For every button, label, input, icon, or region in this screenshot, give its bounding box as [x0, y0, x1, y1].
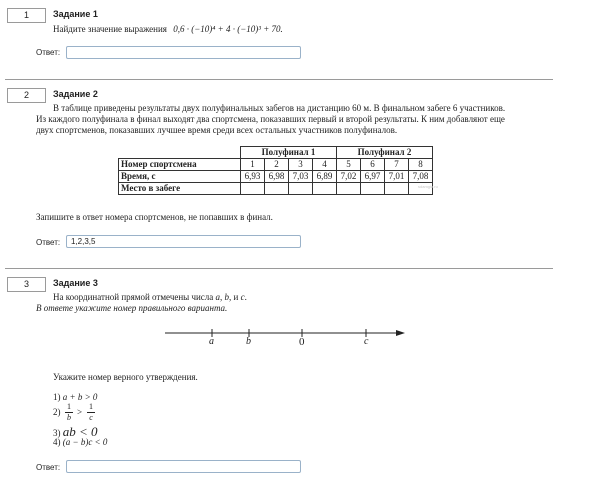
axis-label-c: c	[364, 336, 369, 347]
table-cell: 6,98	[265, 171, 289, 183]
axis-label-zero: 0	[299, 336, 305, 348]
task-3-prompt: Укажите номер верного утверждения.	[53, 372, 198, 382]
table-cell: 1	[241, 159, 265, 171]
table-header-semifinal-1: Полуфинал 1	[241, 147, 337, 159]
axis-label-a: a	[209, 336, 214, 347]
table-cell: 7,01	[385, 171, 409, 183]
table-row-label-numbers: Номер спортсмена	[119, 159, 241, 171]
watermark: sdamgia.ru	[418, 184, 438, 189]
fraction-1-numerator: 1	[67, 402, 71, 411]
task-number-2: 2	[7, 88, 46, 103]
number-line	[160, 322, 410, 352]
fraction-1-denominator: b	[67, 413, 71, 422]
table-cell: 6	[361, 159, 385, 171]
task-number-1: 1	[7, 8, 46, 23]
fraction-2-denominator: c	[89, 413, 93, 422]
task-3-text-suffix: .	[244, 292, 247, 302]
task-3-text-var-c: c	[240, 292, 245, 302]
table-cell-empty	[361, 183, 385, 195]
fraction-1-over-b	[65, 402, 73, 423]
table-cell: 7,02	[337, 171, 361, 183]
table-header-semifinal-2: Полуфинал 2	[337, 147, 433, 159]
task-2-prompt: Запишите в ответ номера спортсменов, не попавших в финал.	[36, 212, 273, 222]
task-1-text: Найдите значение выражения	[53, 24, 167, 34]
option-4	[53, 437, 107, 447]
task-2-line-2: Из каждого полуфинала в финал выходят два спортсмена, показавших первый и второй результаты. К ним добавляют еще	[36, 114, 505, 124]
table-row-label-times: Время, с	[119, 171, 241, 183]
task-title-2: Задание 2	[53, 89, 98, 99]
table-cell: 6,93	[241, 171, 265, 183]
table-cell-empty	[265, 183, 289, 195]
table-row-numbers	[119, 159, 433, 171]
separator-1	[5, 79, 553, 80]
option-3-number: 3)	[53, 428, 61, 438]
table-corner	[119, 147, 241, 159]
fraction-1-over-c	[87, 402, 95, 423]
option-4-number: 4)	[53, 437, 61, 447]
table-cell: 7	[385, 159, 409, 171]
task-2-line-1: В таблице приведены результаты двух полуфинальных забегов на дистанцию 60 м. В финальном забеге 6 участников.	[53, 103, 506, 113]
option-4-expression: (a − b)c < 0	[62, 437, 108, 447]
task-number-3: 3	[7, 277, 46, 292]
option-3-expression: ab < 0	[62, 424, 98, 439]
table-cell-empty	[241, 183, 265, 195]
number-line-arrow	[396, 330, 405, 336]
table-row-places	[119, 183, 433, 195]
option-1-expression: a + b > 0	[62, 392, 98, 402]
table-cell-empty	[385, 183, 409, 195]
option-2-number: 2)	[53, 407, 61, 417]
task-3-text-vars: a, b,	[215, 292, 232, 302]
table-cell: 2	[265, 159, 289, 171]
separator-2	[5, 268, 553, 269]
option-1	[53, 392, 97, 402]
table-row-times	[119, 171, 433, 183]
results-table	[118, 146, 433, 195]
table-cell-empty	[337, 183, 361, 195]
task-3-text	[53, 292, 247, 302]
task-1-statement	[53, 24, 283, 34]
table-cell-empty	[313, 183, 337, 195]
task-3-text-prefix: На координатной прямой отмечены числа	[53, 292, 216, 302]
axis-label-b: b	[246, 336, 251, 347]
table-cell: 7,03	[289, 171, 313, 183]
task-3-note: В ответе укажите номер правильного варианта.	[36, 303, 228, 313]
table-header-row	[119, 147, 433, 159]
table-cell: 6,97	[361, 171, 385, 183]
task-title-1: Задание 1	[53, 9, 98, 19]
task-title-3: Задание 3	[53, 278, 98, 288]
option-2-operator: >	[77, 407, 83, 417]
answer-input-1[interactable]	[66, 46, 301, 59]
answer-label-3: Ответ:	[36, 463, 61, 472]
option-1-number: 1)	[53, 392, 61, 402]
task-2-line-3: двух спортсменов, показавших лучшее время среди всех остальных участников полуфиналов.	[36, 125, 398, 135]
fraction-2-numerator: 1	[89, 402, 93, 411]
task-3-text-mid: и	[231, 292, 241, 302]
table-cell: 5	[337, 159, 361, 171]
table-cell: 4	[313, 159, 337, 171]
task-1-expression: 0,6 · (−10)⁴ + 4 · (−10)³ + 70.	[173, 24, 283, 34]
table-cell: 3	[289, 159, 313, 171]
answer-label-2: Ответ:	[36, 238, 61, 247]
table-cell: 7,08	[409, 171, 433, 183]
answer-input-3[interactable]	[66, 460, 301, 473]
table-cell: 8	[409, 159, 433, 171]
answer-input-2[interactable]	[66, 235, 301, 248]
table-cell-empty	[289, 183, 313, 195]
answer-label-1: Ответ:	[36, 48, 61, 57]
table-row-label-places: Место в забеге	[119, 183, 241, 195]
table-cell: 6,89	[313, 171, 337, 183]
